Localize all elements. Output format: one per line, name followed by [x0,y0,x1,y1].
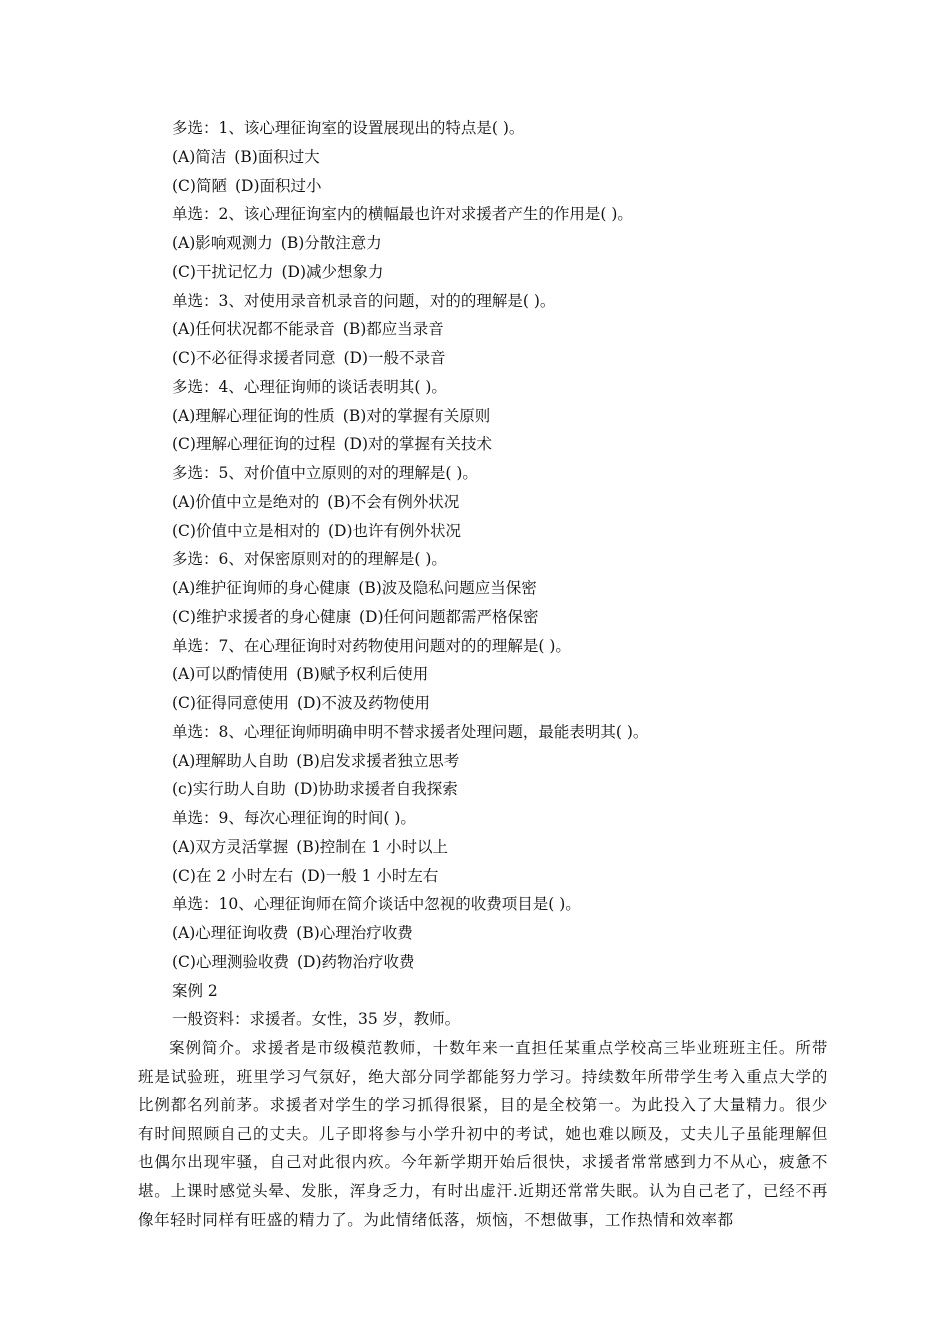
option-d: (D)面积过小 [234,176,322,195]
option-a: (A)双方灵活掌握 [172,837,289,856]
question-9 [138,804,828,890]
option-a: (A)价值中立是绝对的 [172,492,320,511]
options-row [138,574,828,603]
options-row [138,315,828,344]
option-d: (D)不波及药物使用 [296,694,430,712]
option-a: (A)简洁 [172,147,227,166]
option-b: (B)对的掌握有关原则 [342,406,491,425]
option-b: (B)都应当录音 [342,320,444,339]
question-stem: 单选：2、该心理征询室内的横幅最也许对求援者产生的作用是( )。 [172,205,633,224]
option-a: (A)维护征询师的身心健康 [172,579,351,597]
case-title: 案例 2 [172,981,218,1000]
question-5 [138,459,828,545]
option-c: (C)理解心理征询的过程 [172,435,336,454]
option-a: (A)理解助人自助 [172,751,289,770]
option-a: (A)影响观测力 [172,234,273,252]
option-b: (B)面积过大 [234,147,320,166]
options-row [138,833,828,862]
options-row [138,603,828,632]
option-d: (D)协助求援者自我探索 [293,780,458,799]
option-b: (B)赋予权利后使用 [296,665,429,684]
option-c: (C)简陋 [172,176,227,195]
option-c: (C)在 2 小时左右 [172,866,294,885]
options-row [138,430,828,459]
option-d: (D)一般不录音 [343,349,446,367]
options-row [138,747,828,776]
question-stem: 多选：5、对价值中立原则的对的理解是( )。 [172,464,478,482]
options-row [138,775,828,804]
option-c: (c)实行助人自助 [172,780,286,799]
question-stem: 单选：7、在心理征询时对药物使用问题对的的理解是( )。 [172,636,571,655]
question-7 [138,632,828,718]
option-a: (A)心理征询收费 [172,924,289,942]
option-b: (B)分散注意力 [280,234,382,252]
question-10 [138,890,828,976]
question-stem: 多选：1、该心理征询室的设置展现出的特点是( )。 [172,119,525,137]
document-content [138,114,828,1234]
question-stem: 单选：8、心理征询师明确申明不替求援者处理问题，最能表明其( )。 [172,722,649,741]
option-d: (D)任何问题都需严格保密 [358,607,539,626]
options-row [138,258,828,287]
options-row [138,488,828,517]
option-c: (C)干扰记忆力 [172,262,274,281]
question-4 [138,373,828,459]
option-a: (A)理解心理征询的性质 [172,406,335,425]
options-row [138,660,828,689]
option-b: (B)控制在 1 小时以上 [296,837,448,856]
option-c: (C)价值中立是相对的 [172,521,320,540]
option-b: (B)启发求援者独立思考 [296,751,460,770]
option-b: (B)心理治疗收费 [296,924,413,942]
options-row [138,689,828,718]
options-row [138,143,828,172]
question-stem: 单选：9、每次心理征询的时间( )。 [172,809,416,827]
options-row [138,862,828,891]
option-d: (D)也许有例外状况 [327,521,461,540]
option-c: (C)心理测验收费 [172,952,289,971]
option-d: (D)减少想象力 [281,262,384,281]
option-c: (C)维护求援者的身心健康 [172,607,351,626]
options-row [138,517,828,546]
option-d: (D)药物治疗收费 [296,952,415,971]
question-stem: 单选：3、对使用录音机录音的问题，对的的理解是( )。 [172,291,556,310]
option-d: (D)一般 1 小时左右 [301,866,439,885]
option-d: (D)对的掌握有关技术 [343,435,492,454]
options-row [138,229,828,258]
question-3 [138,287,828,373]
question-8 [138,718,828,804]
options-row [138,948,828,977]
case-general-info: 一般资料：求援者。女性，35 岁，教师。 [172,1010,461,1029]
option-c: (C)不必征得求援者同意 [172,349,336,367]
options-row [138,919,828,948]
case-intro-paragraph: 案例简介。求援者是市级模范教师，十数年来一直担任某重点学校高三毕业班班主任。所带班是试验班，班里学习气氛好，绝大部分同学都能努力学习。持续数年所带学生考入重点大学的比例都名列前茅。求援者对学生的学习抓得很紧，目的是全校第一。为此投入了大量精力。很少有时间照顾自己的丈夫。儿子即将参与小学升初中的考试，她也难以顾及，丈夫儿子虽能理解但也偶尔出现牢骚，自己对此很内疚。今年新学期开始后很快，求援者常常感到力不从心，疲惫不堪。上课时感觉头晕、发胀，浑身乏力，有时出虚汗.近期还常常失眠。认为自己老了，已经不再像年轻时同样有旺盛的精力了。为此情绪低落，烦恼，不想做事，工作热情和效率都 [138,1039,828,1229]
option-a: (A)可以酌情使用 [172,665,289,684]
option-b: (B)波及隐私问题应当保密 [358,579,537,597]
question-stem: 多选：4、心理征询师的谈话表明其( )。 [172,377,447,396]
options-row [138,402,828,431]
question-stem: 多选：6、对保密原则对的的理解是( )。 [172,550,447,569]
options-row [138,344,828,373]
question-2 [138,200,828,286]
question-1 [138,114,828,200]
option-b: (B)不会有例外状况 [327,492,460,511]
question-6 [138,545,828,631]
options-row [138,172,828,201]
option-a: (A)任何状况都不能录音 [172,320,335,339]
option-c: (C)征得同意使用 [172,694,289,712]
question-stem: 单选：10、心理征询师在简介谈话中忽视的收费项目是( )。 [172,895,581,914]
